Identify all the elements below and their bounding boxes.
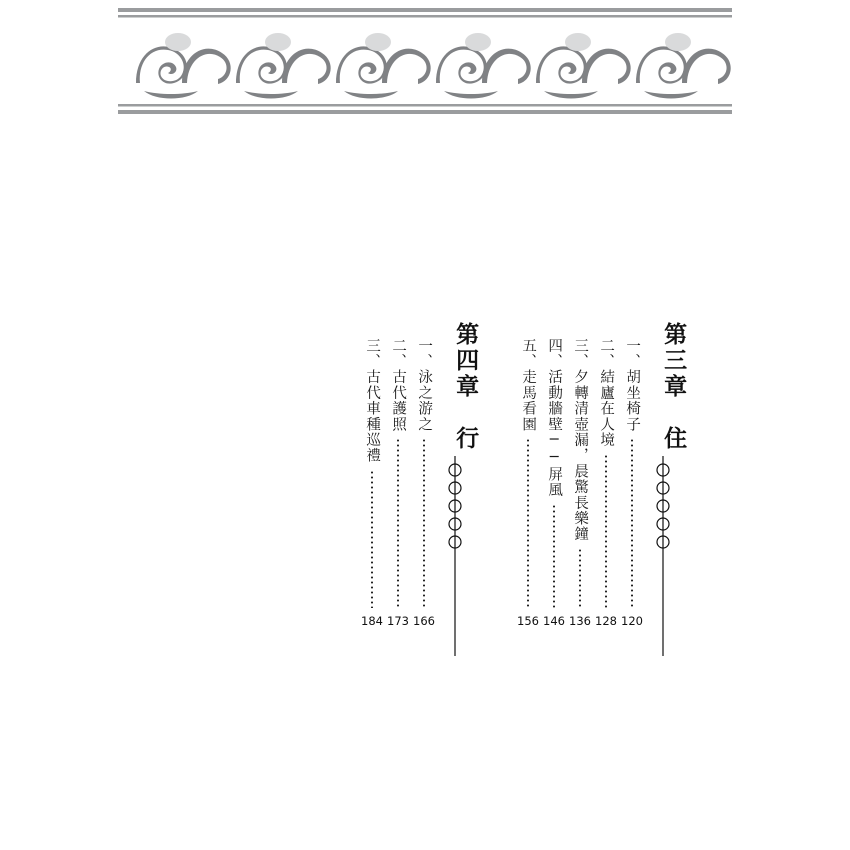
chapter-entries [359, 270, 437, 630]
chapter-block [359, 270, 487, 630]
toc-entry-label: 一、胡坐椅子 [624, 338, 641, 433]
toc-entry-page: 173 [387, 614, 409, 628]
leader-dots [527, 438, 529, 608]
leader-dots [371, 470, 373, 608]
scroll-rule-icon [443, 456, 487, 480]
chapter-title: 第四章 行 [452, 322, 480, 452]
scroll-rule-icon [651, 456, 695, 480]
toc-entry[interactable] [515, 270, 541, 630]
toc-entry[interactable] [619, 270, 645, 630]
toc-entry-label: 二、古代護照 [390, 338, 407, 433]
toc-entry[interactable] [567, 270, 593, 630]
table-of-contents [0, 270, 850, 690]
toc-entry-label: 四、活動牆壁──屏風 [546, 338, 563, 498]
toc-entry[interactable] [593, 270, 619, 630]
header-ornament [118, 8, 732, 118]
toc-entry-page: 166 [413, 614, 435, 628]
toc-entry-page: 184 [361, 614, 383, 628]
scrollwork-border-icon [118, 8, 732, 118]
toc-entry-label: 五、走馬看園 [520, 338, 537, 433]
toc-entry-page: 156 [517, 614, 539, 628]
toc-entry-label: 一、泳之游之 [416, 338, 433, 433]
toc-entry[interactable] [541, 270, 567, 630]
toc-entry-label: 二、結廬在人境 [598, 338, 615, 448]
chapter-entries [515, 270, 645, 630]
toc-entry-page: 146 [543, 614, 565, 628]
chapter-heading [443, 270, 487, 480]
leader-dots [579, 548, 581, 608]
leader-dots [553, 504, 555, 608]
leader-dots [423, 438, 425, 608]
leader-dots [631, 438, 633, 608]
toc-entry-page: 136 [569, 614, 591, 628]
toc-entry[interactable] [359, 270, 385, 630]
toc-entry-label: 三、古代車種巡禮 [364, 338, 381, 464]
chapter-title: 第三章 住 [660, 322, 688, 452]
chapter-block [515, 270, 695, 630]
toc-entry[interactable] [411, 270, 437, 630]
toc-entry-label: 三、夕轉清壺漏，晨驚長樂鐘 [572, 338, 589, 543]
leader-dots [605, 454, 607, 608]
toc-entry-page: 120 [621, 614, 643, 628]
toc-entry[interactable] [385, 270, 411, 630]
leader-dots [397, 438, 399, 608]
chapter-heading [651, 270, 695, 480]
toc-entry-page: 128 [595, 614, 617, 628]
